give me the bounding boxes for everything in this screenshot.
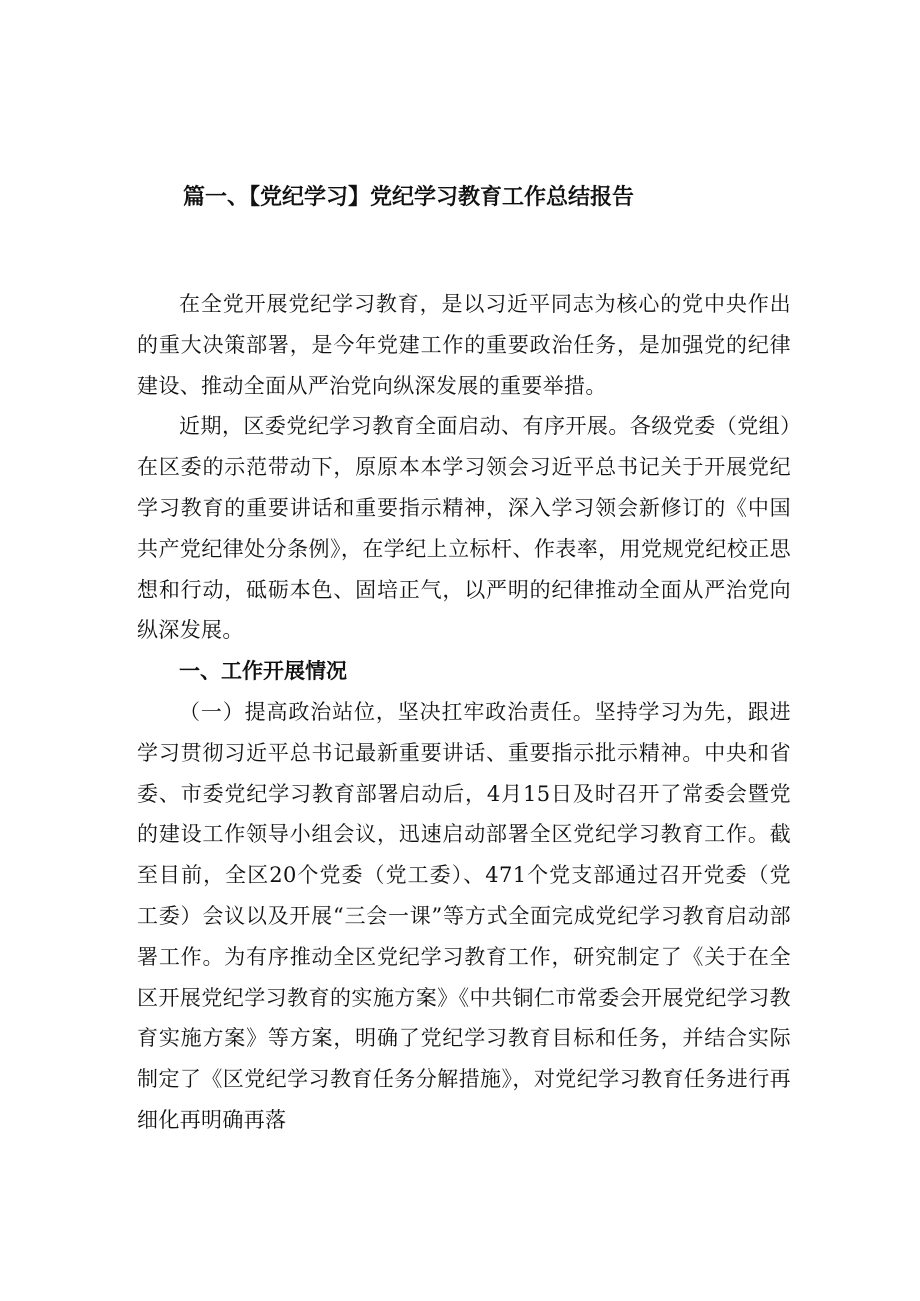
section-heading: 一、工作开展情况 — [179, 659, 347, 684]
document-title: 篇一、【党纪学习】党纪学习教育工作总结报告 — [183, 185, 635, 210]
background-paragraph: 近期，区委党纪学习教育全面启动、有序开展。各级党委（党组）在区委的示范带动下，原原本本学习领会习近平总书记关于开展党纪学习教育的重要讲话和重要指示精神，深入学习领会新修订的《中国共产党纪律处分条例》，在学纪上立标杆、作表率，用党规党纪校正思想和行动，砥砺本色、固培正气，以严明的纪律推动全面从严治党向纵深发展。 — [137, 414, 791, 643]
document-body — [137, 284, 791, 1141]
intro-paragraph: 在全党开展党纪学习教育，是以习近平同志为核心的党中央作出的重大决策部署，是今年党建工作的重要政治任务，是加强党的纪律建设、推动全面从严治党向纵深发展的重要举措。 — [137, 292, 791, 398]
section-paragraph: （一）提高政治站位，坚决扛牢政治责任。坚持学习为先，跟进学习贯彻习近平总书记最新重要讲话、重要指示批示精神。中央和省委、市委党纪学习教育部署启动后，4月15日及时召开了常委会暨党的建设工作领导小组会议，迅速启动部署全区党纪学习教育工作。截至目前，全区20个党委（党工委）、471个党支部通过召开党委（党工委）会议以及开展“三会一课”等方式全面完成党纪学习教育启动部署工作。为有序推动全区党纪学习教育工作，研究制定了《关于在全区开展党纪学习教育的实施方案》《中共铜仁市常委会开展党纪学习教育实施方案》等方案，明确了党纪学习教育目标和任务，并结合实际制定了《区党纪学习教育任务分解措施》，对党纪学习教育任务进行再细化再明确再落 — [137, 699, 791, 1132]
